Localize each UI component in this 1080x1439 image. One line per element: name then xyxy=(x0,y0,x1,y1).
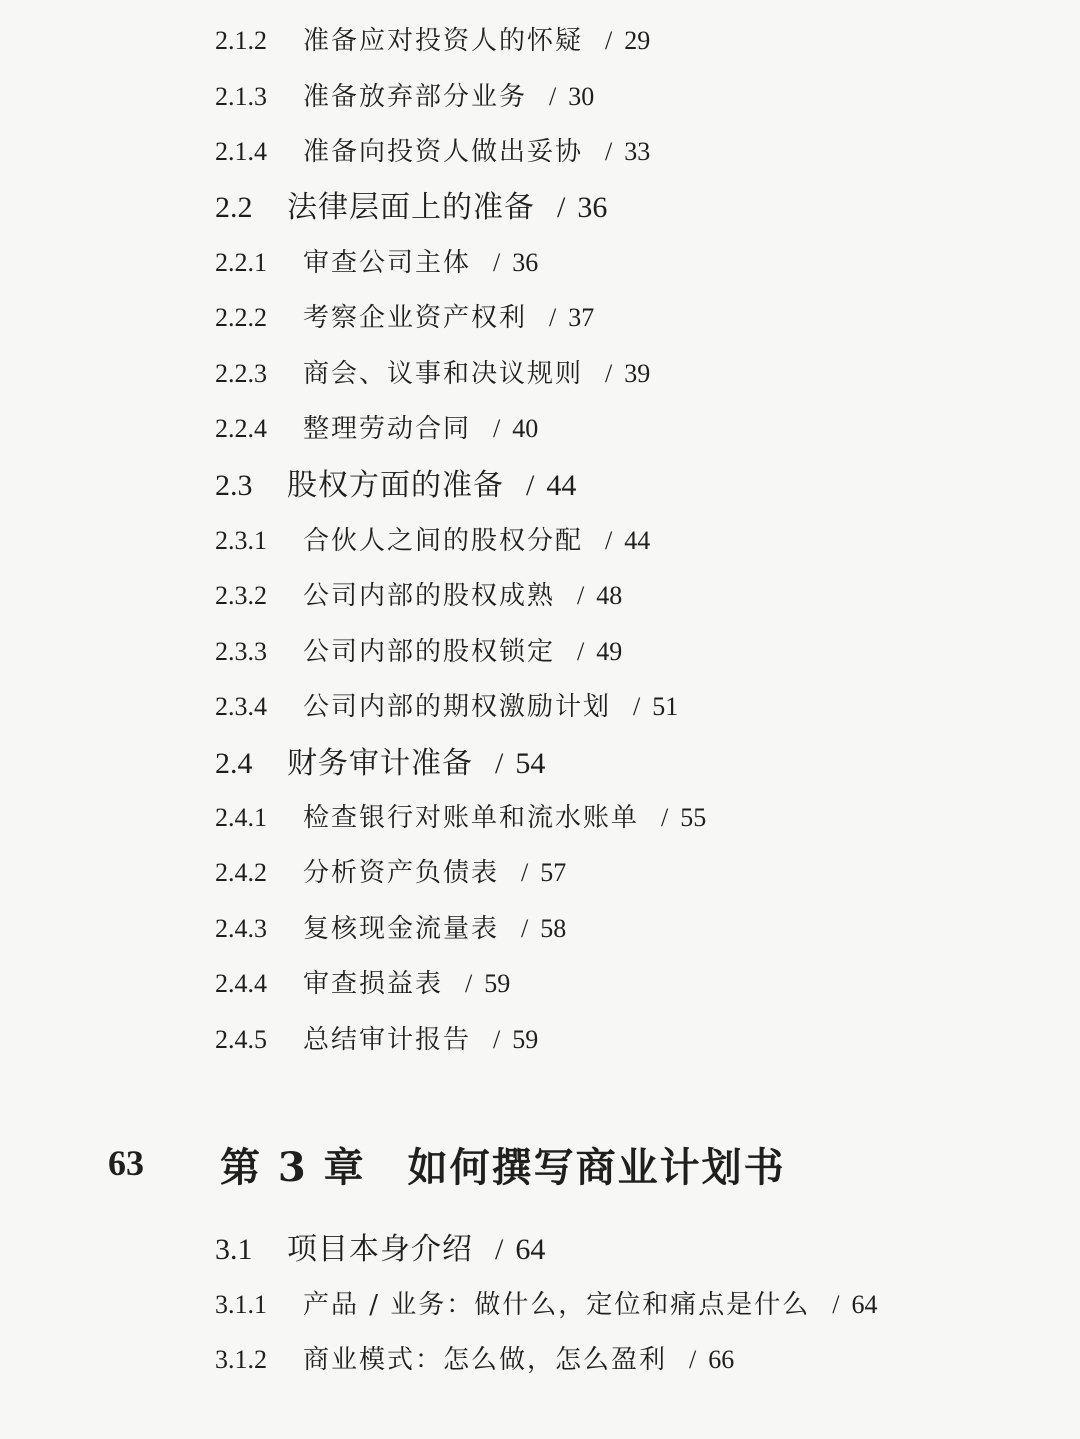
entry-page: 57 xyxy=(540,858,567,887)
entry-page: 51 xyxy=(652,692,679,721)
entry-separator: / xyxy=(605,359,613,388)
entry-title: 合伙人之间的股权分配 xyxy=(303,526,584,556)
entry-page: 40 xyxy=(512,414,539,443)
entry-number: 2.4.4 xyxy=(215,969,267,998)
entry-page: 36 xyxy=(577,191,608,224)
entry-title: 公司内部的股权锁定 xyxy=(303,637,556,667)
entry-separator: / xyxy=(495,747,504,780)
entry-number: 3.1.1 xyxy=(215,1290,267,1319)
entry-separator: / xyxy=(521,858,529,887)
entry-separator: / xyxy=(557,191,566,224)
entry-page: 48 xyxy=(596,581,623,610)
entry-separator: / xyxy=(526,469,535,502)
entry-title: 商业模式：怎么做，怎么盈利 xyxy=(303,1345,668,1375)
entry-page: 55 xyxy=(680,803,707,832)
entry-separator: / xyxy=(633,692,641,721)
entry-number: 2.4.2 xyxy=(215,858,267,887)
entry-title: 财务审计准备 xyxy=(287,746,473,781)
toc-entry-3-1 xyxy=(215,1232,546,1267)
toc-entry-3-1-2 xyxy=(215,1347,734,1373)
entry-number: 2.3.1 xyxy=(215,526,267,555)
entry-separator: / xyxy=(521,914,529,943)
entry-separator: / xyxy=(493,1025,501,1054)
entry-title: 考察企业资产权利 xyxy=(303,303,528,333)
entry-title: 检查银行对账单和流水账单 xyxy=(303,803,640,833)
entry-number: 2.2.2 xyxy=(215,303,267,332)
entry-separator: / xyxy=(495,1233,504,1266)
entry-number: 2.1.2 xyxy=(215,26,267,55)
entry-number: 2.3 xyxy=(215,469,253,502)
entry-page: 64 xyxy=(851,1290,878,1319)
entry-page: 44 xyxy=(624,526,651,555)
entry-separator: / xyxy=(549,82,557,111)
toc-entry-2-1-3 xyxy=(215,84,594,110)
entry-title: 公司内部的股权成熟 xyxy=(303,581,556,611)
entry-number: 2.3.4 xyxy=(215,692,267,721)
entry-title: 审查公司主体 xyxy=(303,248,472,278)
entry-page: 54 xyxy=(515,747,546,780)
entry-number: 2.2.1 xyxy=(215,248,267,277)
toc-entry-3-1-1 xyxy=(215,1292,878,1318)
entry-number: 2.2.4 xyxy=(215,414,267,443)
entry-number: 2.1.4 xyxy=(215,137,267,166)
entry-title: 股权方面的准备 xyxy=(287,468,504,503)
entry-page: 30 xyxy=(568,82,595,111)
toc-entry-2-3-3 xyxy=(215,639,622,665)
entry-number: 2.1.3 xyxy=(215,82,267,111)
entry-title: 法律层面上的准备 xyxy=(287,190,535,225)
entry-title: 复核现金流量表 xyxy=(303,914,500,944)
entry-page: 66 xyxy=(708,1345,735,1374)
entry-title: 审查损益表 xyxy=(303,969,444,999)
chapter-page-number: 63 xyxy=(108,1143,144,1183)
entry-number: 2.4.3 xyxy=(215,914,267,943)
entry-page: 49 xyxy=(596,637,623,666)
entry-title: 分析资产负债表 xyxy=(303,858,500,888)
toc-entry-2-1-2 xyxy=(215,28,650,54)
entry-number: 2.4.1 xyxy=(215,803,267,832)
entry-separator: / xyxy=(493,414,501,443)
entry-page: 36 xyxy=(512,248,539,277)
entry-separator: / xyxy=(577,581,585,610)
toc-entry-2-3-2 xyxy=(215,583,622,609)
toc-entry-2-4-5 xyxy=(215,1027,538,1053)
toc-entry-2-4-4 xyxy=(215,971,510,997)
entry-number: 2.2 xyxy=(215,191,253,224)
entry-page: 59 xyxy=(512,1025,539,1054)
toc-entry-2-3-4 xyxy=(215,694,678,720)
entry-title: 准备向投资人做出妥协 xyxy=(303,137,584,167)
entry-title: 整理劳动合同 xyxy=(303,414,472,444)
entry-title: 准备应对投资人的怀疑 xyxy=(303,26,584,56)
entry-number: 2.3.2 xyxy=(215,581,267,610)
entry-page: 59 xyxy=(484,969,511,998)
entry-number: 2.2.3 xyxy=(215,359,267,388)
entry-separator: / xyxy=(605,26,613,55)
entry-separator: / xyxy=(605,137,613,166)
toc-entry-2-4 xyxy=(215,746,546,781)
toc-entry-2-2-1 xyxy=(215,250,538,276)
entry-title: 产品 / 业务：做什么，定位和痛点是什么 xyxy=(303,1290,811,1320)
entry-page: 58 xyxy=(540,914,567,943)
entry-page: 37 xyxy=(568,303,595,332)
entry-title: 项目本身介绍 xyxy=(287,1232,473,1267)
toc-entry-2-2-4 xyxy=(215,416,538,442)
toc-entry-2-4-2 xyxy=(215,860,566,886)
entry-separator: / xyxy=(689,1345,697,1374)
entry-separator: / xyxy=(549,303,557,332)
entry-title: 准备放弃部分业务 xyxy=(303,82,528,112)
entry-separator: / xyxy=(493,248,501,277)
entry-number: 2.4.5 xyxy=(215,1025,267,1054)
entry-title: 公司内部的期权激励计划 xyxy=(303,692,612,722)
entry-number: 3.1 xyxy=(215,1233,253,1266)
entry-page: 64 xyxy=(515,1233,546,1266)
toc-entry-2-2 xyxy=(215,190,608,225)
chapter-title: 第 3 章 如何撰写商业计划书 xyxy=(220,1144,786,1191)
toc-entry-2-2-3 xyxy=(215,361,650,387)
toc-entry-2-4-3 xyxy=(215,916,566,942)
entry-separator: / xyxy=(661,803,669,832)
entry-number: 2.4 xyxy=(215,747,253,780)
entry-number: 2.3.3 xyxy=(215,637,267,666)
entry-title: 总结审计报告 xyxy=(303,1025,472,1055)
entry-title: 商会、议事和决议规则 xyxy=(303,359,584,389)
toc-entry-2-3 xyxy=(215,468,577,503)
chapter-heading xyxy=(0,1136,1080,1191)
toc-entry-2-4-1 xyxy=(215,805,706,831)
entry-number: 3.1.2 xyxy=(215,1345,267,1374)
entry-page: 29 xyxy=(624,26,651,55)
entry-page: 39 xyxy=(624,359,651,388)
toc-entry-2-2-2 xyxy=(215,305,594,331)
entry-page: 33 xyxy=(624,137,651,166)
toc-entry-2-1-4 xyxy=(215,139,650,165)
entry-separator: / xyxy=(605,526,613,555)
entry-page: 44 xyxy=(546,469,577,502)
toc-entry-2-3-1 xyxy=(215,528,650,554)
entry-separator: / xyxy=(465,969,473,998)
entry-separator: / xyxy=(832,1290,840,1319)
entry-separator: / xyxy=(577,637,585,666)
